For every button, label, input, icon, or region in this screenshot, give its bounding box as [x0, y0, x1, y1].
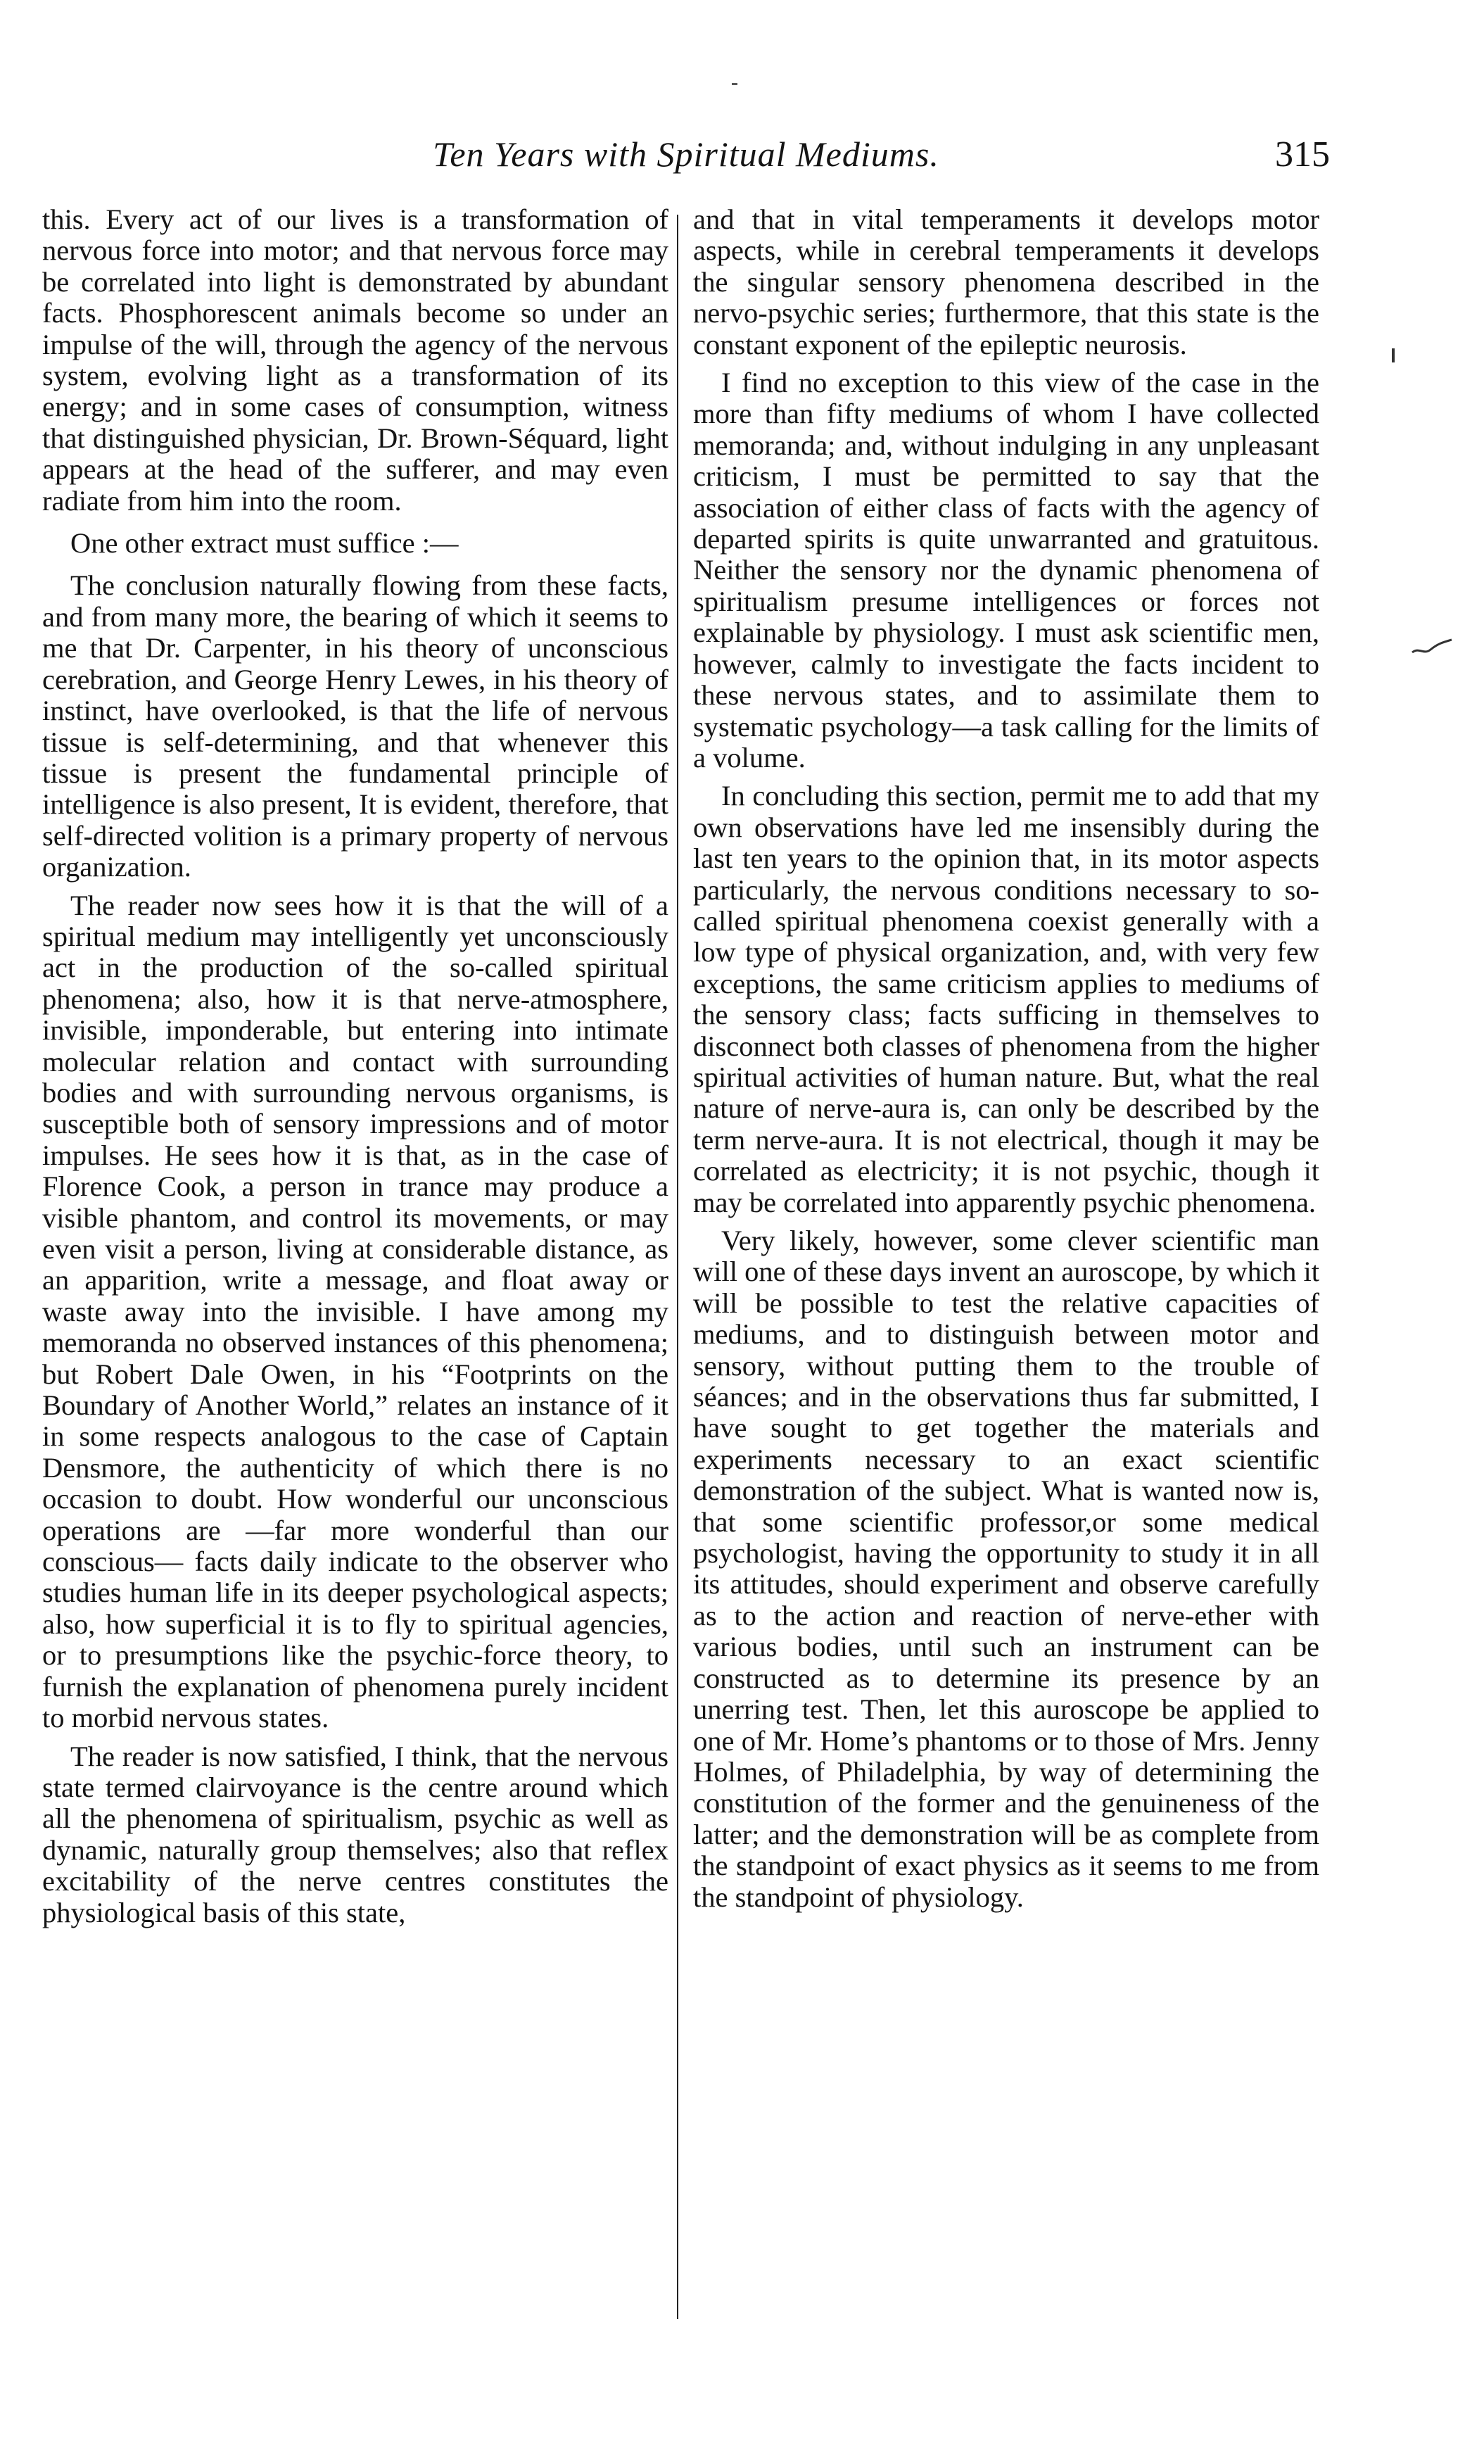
- paragraph: The conclusion naturally flowing from these facts, and from many more, the bearing of which it seems to me that Dr. Carpenter, in his theory of unconscious cerebration, and George Henry Lewes, in his theory of instinct, have overlooked, is that the life of nervous tissue is self-determining, and that whenever this tissue is present the fundamental principle of intelligence is also present, It is evident, therefore, that self-directed volition is a primary property of nervous organization.: [42, 569, 668, 883]
- running-title: Ten Years with Spiritual Mediums.: [433, 134, 939, 174]
- paragraph: and that in vital temperaments it develops motor aspects, while in cerebral temperaments it develops the singular sensory phenomena described in the nervo-psychic series; furthermore, that this state is the constant exponent of the epileptic neurosis.: [693, 203, 1319, 360]
- page-number: 315: [1275, 134, 1330, 175]
- column-divider: [677, 215, 678, 2319]
- stray-ink-mark: [1392, 348, 1395, 362]
- page-header: [42, 127, 1330, 190]
- paragraph: Very likely, however, some clever scientific man will one of these days invent an auroscope, by which it will be possible to test the relative capacities of mediums, and to distinguish between motor and sensory, without putting them to the trouble of séances; and in the observations thus far submitted, I have sought to get together the materials and experiments necessary to an exact scientific demonstration of the subject. What is wanted now is, that some scientific professor,or some medical psychologist, having the opportunity to study it in all its attitudes, should experiment and observe carefully as to the action and reaction of nerve-ether with various bodies, until such an instrument can be constructed as to determine its presence by an unerring test. Then, let this auroscope be applied to one of Mr. Home’s phantoms or to those of Mrs. Jenny Holmes, of Philadelphia, by way of determining the constitution of the former and the genuineness of the latter; and the demonstration will be as complete from the standpoint of exact physics as it seems to me from the standpoint of physiology.: [693, 1225, 1319, 1913]
- paragraph: The reader is now satisfied, I think, that the nervous state termed clairvoyance is the centre around which all the phenomena of spiritualism, psychic as well as dynamic, naturally group themselves; also that reflex excitability of the nerve centres constitutes the physiological basis of this state,: [42, 1740, 668, 1928]
- paragraph: In concluding this section, permit me to add that my own observations have led me insensibly during the last ten years to the opinion that, in its motor aspects particularly, the nervous conditions necessary to so-called spiritual phenomena coexist generally with a low type of physical organization, and, with very few exceptions, the same criticism applies to mediums of the sensory class; facts sufficing in themselves to disconnect both classes of phenomena from the higher spiritual activities of human nature. But, what the real nature of nerve-aura is, can only be described by the term nerve-aura. It is not electrical, though it may be correlated as electricity; it is not psychic, though it may be correlated into apparently psychic phenomena.: [693, 780, 1319, 1218]
- paragraph: The reader now sees how it is that the will of a spiritual medium may intelligently yet unconsciously act in the production of the so-called spiritual phenomena; also, how it is that nerve-atmosphere, invisible, imponderable, but entering into intimate molecular relation and contact with surrounding bodies and with surrounding nervous organisms, is susceptible both of sensory impressions and of motor impulses. He sees how it is that, as in the case of Florence Cook, a person in trance may produce a visible phantom, and control its movements, or may even visit a person, living at considerable distance, as an apparition, write a message, and float away or waste away into the invisible. I have among my memoranda no observed instances of this phenomena; but Robert Dale Owen, in his “Footprints on the Boundary of Another World,” relates an instance of it in some respects analogous to the case of Captain Densmore, the authenticity of which there is no occasion to doubt. How wonderful our unconscious operations are —far more wonderful than our conscious— facts daily indicate to the observer who studies human life in its deeper psychological aspects; also, how superficial it is to fly to spiritual agencies, or to presumptions like the psychic-force theory, to furnish the explanation of phenomena purely incident to morbid nervous states.: [42, 889, 668, 1734]
- extract-intro: One other extract must suffice :—: [70, 527, 459, 560]
- paragraph: I find no exception to this view of the case in the more than fifty mediums of whom I have collected memoranda; and, without indulging in any unpleasant criticism, I must be permitted to say that the association of either class of facts with the agency of departed spirits is quite unwarranted and gratuitous. Neither the sensory nor the dynamic phenomena of spiritualism presume intelligences or forces not explainable by physiology. I must ask scientific men, however, calmly to investigate the facts incident to these nervous states, and to assimilate them to systematic psychology—a task calling for the limits of a volume.: [693, 367, 1319, 773]
- right-column: [693, 204, 1319, 1913]
- left-column: [42, 204, 668, 1928]
- print-mark: [732, 83, 737, 85]
- stray-ink-squiggle: [1411, 637, 1453, 658]
- paragraph: this. Every act of our lives is a transformation of nervous force into motor; and that nervous force may be correlated into light is demonstrated by abundant facts. Phosphorescent animals become so under an impulse of the will, through the agency of the nervous system, evolving light as a transformation of its energy; and in some cases of consumption, witness that distinguished physician, Dr. Brown-Séquard, light appears at the head of the sufferer, and may even radiate from him into the room.: [42, 203, 668, 517]
